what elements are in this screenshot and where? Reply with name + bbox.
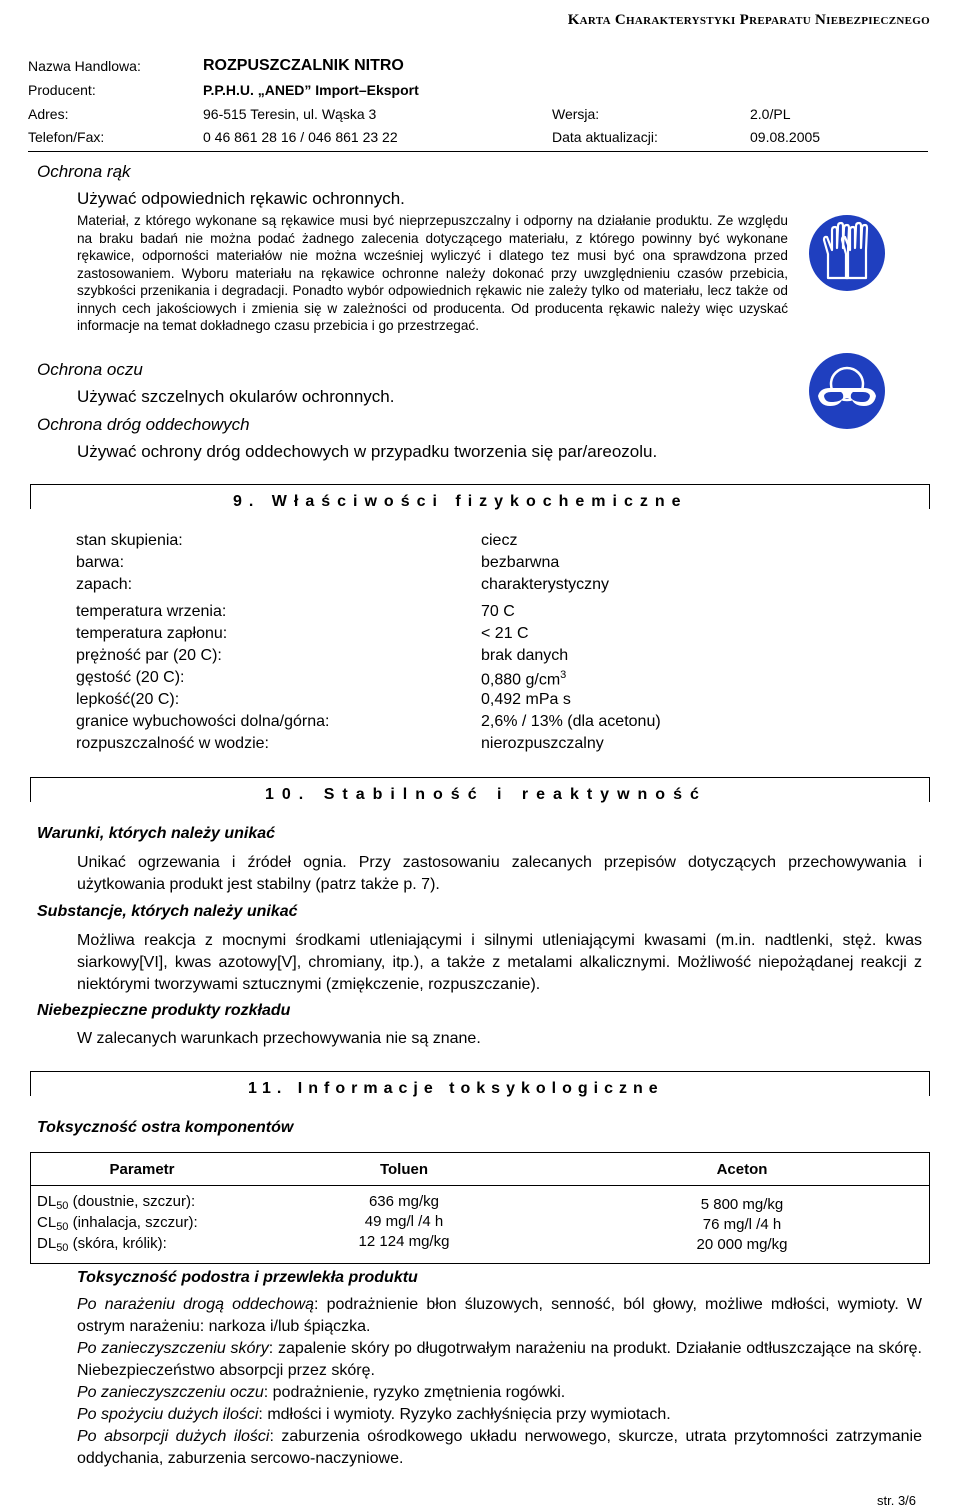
respiratory-heading: Ochrona dróg oddechowych — [37, 415, 250, 434]
address: 96-515 Teresin, ul. Wąska 3 — [203, 106, 377, 122]
prop-label: barwa: — [76, 554, 125, 571]
version-label: Wersja: — [552, 106, 600, 122]
prop-value: 2,6% / 13% (dla acetonu) — [481, 713, 661, 730]
prop-value: bezbarwna — [481, 554, 560, 571]
prop-row — [76, 603, 776, 625]
eye-protection-heading: Ochrona oczu — [37, 360, 143, 379]
acute-toxicity-heading: Toksyczność ostra komponentów — [37, 1119, 294, 1136]
prop-value: charakterystyczny — [481, 576, 610, 593]
producer: P.P.H.U. „ANED” Import–Eksport — [203, 82, 419, 98]
section11-title: 11. Informacje toksykologiczne — [248, 1080, 664, 1097]
goggles-icon — [808, 352, 886, 430]
toxicity-table — [30, 1152, 930, 1264]
effect-item: Po absorpcji dużych ilości: zaburzenia ośrodkowego układu nerwowego, skurcze, utrata przytomności zatrzymanie oddychania, zaburzenia sercowo-naczyniowe. — [77, 1428, 922, 1467]
prop-label: temperatura zapłonu: — [76, 625, 228, 642]
column-header: Toluen — [253, 1153, 555, 1186]
effect-item: Po zanieczyszczeniu oczu: podrażnienie, ryzyko zmętnienia rogówki. — [77, 1384, 566, 1401]
version: 2.0/PL — [750, 106, 791, 122]
aceton-cell: 5 800 mg/kg 76 mg/l /4 h 20 000 mg/kg — [555, 1186, 930, 1264]
prop-label: gęstość (20 C): — [76, 669, 185, 686]
respiratory-text: Używać ochrony dróg oddechowych w przypadku tworzenia się par/areozolu. — [77, 442, 658, 461]
page-number: str. 3/6 — [877, 1493, 917, 1508]
gloves-icon — [808, 214, 886, 292]
updated-label: Data aktualizacji: — [552, 129, 658, 145]
prop-row — [76, 647, 776, 669]
effect-item: Po narażeniu drogą oddechową: podrażnienie błon śluzowych, senność, ból głowy, możliwe mdłości, wymioty. W ostrym narażeniu: narkoza i/lub śpiączka. — [77, 1296, 923, 1335]
header-divider — [28, 151, 928, 152]
density-exponent: 3 — [560, 669, 567, 681]
document-title: Karta Charakterystyki Preparatu Niebezpiecznego — [567, 12, 930, 28]
table-row — [31, 1186, 930, 1264]
prop-label: temperatura wrzenia: — [76, 603, 227, 620]
avoid-substances-text: Możliwa reakcja z mocnymi środkami utleniającymi i silnymi utleniającymi kwasami (m.in. nadtlenki, stęż. kwas siarkowy[VI], kwas azotowy[V], chromiany, itp.), a także z metalami alkalicznymi. Możliwość niepożądanej reakcji z niektórymi tworzywami sztucznymi (zmiękczenie, rozpuszczanie). — [77, 932, 922, 993]
hand-protection-paragraph: Materiał, z którego wykonane są rękawice musi być nieprzepuszczalny i odporny na działanie produktu. Ze względu na braku badań nie można podać żadnego zalecenia dotyczącego materiału, z którego powinny być wykonane rękawice, odporności materiałów nie można wcześniej wyliczyć i dlatego tez musi być ona sprawdzona przed zastosowaniem. Wyboru materiału na rękawice ochronne należy dokonać przy uwzględnieniu czasów przebicia, szybkości przenikania i degradacji. Ponadto wybór odpowiednich rękawic nie zależy tylko od materiału, lecz także od innych cech jakościowych i zmienia się w zależności od producenta. Od producenta rękawic należy więc uzyskać informacje na temat dokładnego czasu przebicia i go przestrzegać. — [77, 213, 788, 333]
prop-label: granice wybuchowości dolna/górna: — [76, 713, 330, 730]
prop-value: brak danych — [481, 647, 569, 664]
prop-row — [76, 669, 776, 691]
effect-item: Po zanieczyszczeniu skóry: zapalenie skóry po długotrwałym narażeniu na produkt. Działanie odtłuszczające na skórę. Niebezpieczeństwo absorpcji przez skórę. — [77, 1340, 923, 1379]
phone-label: Telefon/Fax: — [28, 129, 105, 145]
column-header: Parametr — [31, 1153, 254, 1186]
decomposition-heading: Niebezpieczne produkty rozkładu — [37, 1002, 291, 1019]
effects-block — [77, 1294, 922, 1470]
prop-row — [76, 713, 776, 735]
section9-title: 9. Właściwości fizykochemiczne — [233, 493, 688, 510]
column-header: Aceton — [555, 1153, 930, 1186]
avoid-substances-heading: Substancje, których należy unikać — [37, 903, 298, 920]
eye-protection-text: Używać szczelnych okularów ochronnych. — [77, 387, 395, 406]
param-cell: $DL_{50}$ (doustnie, szczur): $CL_{50}$ (inhalacja, szczur): $DL_{50}$ (skóra, królik): — [31, 1186, 254, 1264]
hand-protection-line: Używać odpowiednich rękawic ochronnych. — [77, 189, 405, 208]
section10-title: 10. Stabilność i reaktywność — [265, 786, 707, 803]
decomposition-text: W zalecanych warunkach przechowywania nie są znane. — [77, 1030, 481, 1047]
prop-value: nierozpuszczalny — [481, 735, 604, 752]
avoid-conditions-text: Unikać ogrzewania i źródeł ognia. Przy zastosowaniu zalecanych przepisów dotyczących przechowywania i użytkowania produkt jest stabilny (patrz także p. 7). — [77, 854, 922, 893]
prop-label: rozpuszczalność w wodzie: — [76, 735, 269, 752]
chronic-toxicity-heading: Toksyczność podostra i przewlekła produktu — [77, 1269, 418, 1286]
prop-row — [76, 576, 776, 598]
address-label: Adres: — [28, 106, 69, 122]
prop-row — [76, 735, 776, 757]
trade-name: ROZPUSZCZALNIK NITRO — [203, 57, 404, 74]
table-header-row — [31, 1153, 930, 1186]
prop-value: 0,492 mPa s — [481, 691, 571, 708]
prop-label: lepkość(20 C): — [76, 691, 180, 708]
trade-name-label: Nazwa Handlowa: — [28, 58, 141, 74]
prop-value: ciecz — [481, 532, 518, 549]
avoid-conditions-heading: Warunki, których należy unikać — [37, 825, 276, 842]
toluen-cell: 636 mg/kg 49 mg/l /4 h 12 124 mg/kg — [253, 1186, 555, 1264]
effect-item: Po spożyciu dużych ilości: mdłości i wymioty. Ryzyko zachłyśnięcia przy wymiotach. — [77, 1406, 671, 1423]
prop-label: prężność par (20 C): — [76, 647, 222, 664]
phone: 0 46 861 28 16 / 046 861 23 22 — [203, 129, 398, 145]
prop-label: stan skupienia: — [76, 532, 183, 549]
prop-value: 0,880 $g/cm^3$ — [481, 669, 567, 689]
prop-row — [76, 625, 776, 647]
producer-label: Producent: — [28, 82, 96, 98]
prop-value: < 21 C — [481, 625, 529, 642]
prop-row — [76, 554, 776, 576]
prop-row — [76, 532, 776, 554]
prop-label: zapach: — [76, 576, 133, 593]
updated: 09.08.2005 — [750, 129, 821, 145]
hand-protection-heading: Ochrona rąk — [37, 162, 131, 181]
prop-row — [76, 691, 776, 713]
prop-value: 70 C — [481, 603, 515, 620]
